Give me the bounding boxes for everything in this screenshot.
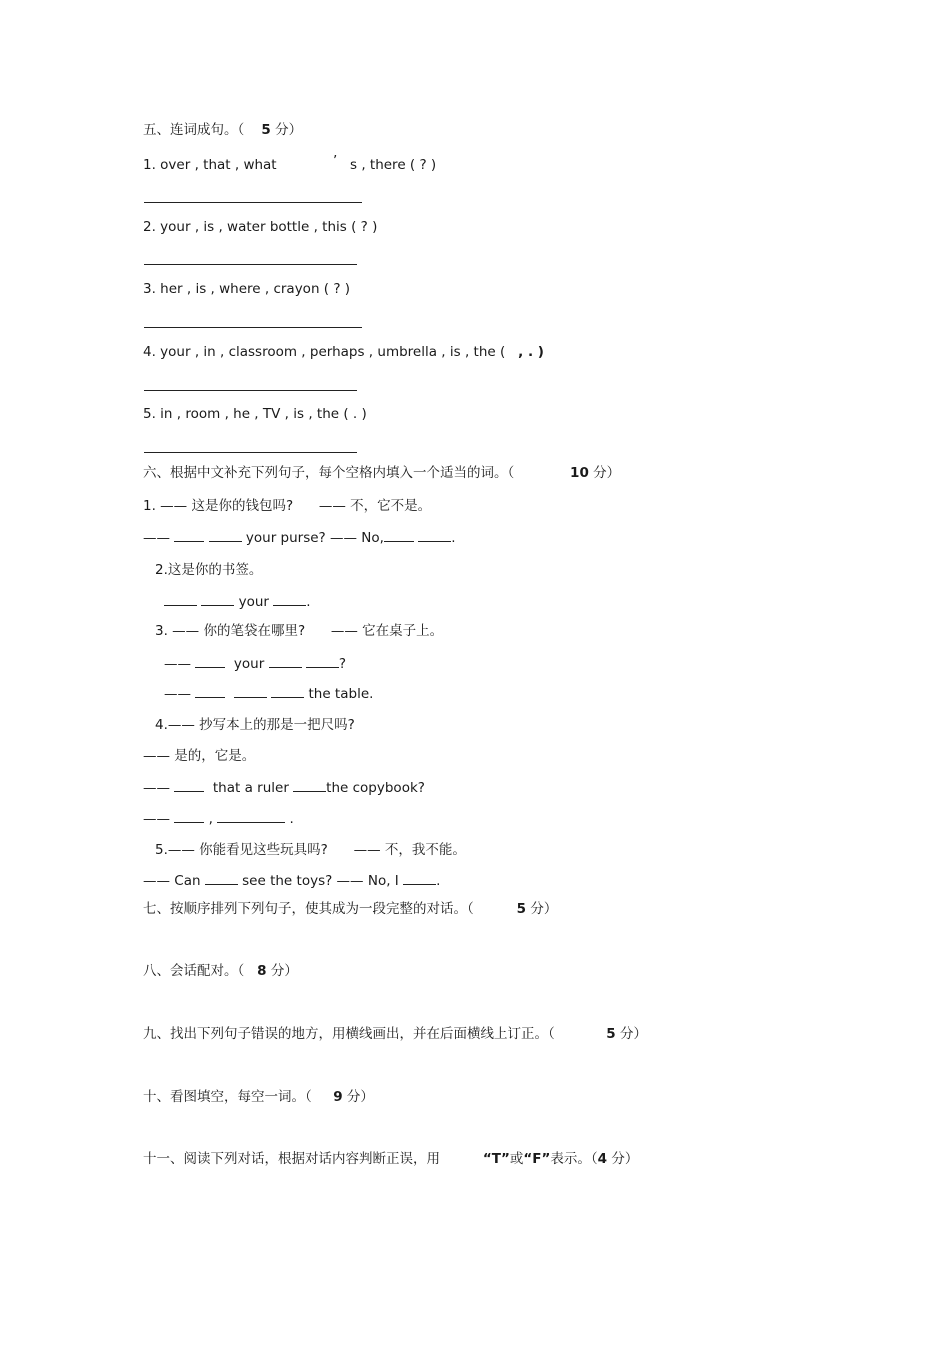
s6-q4-chinese-answer: —— 是的，它是。 [143, 748, 256, 764]
s6-q4-english: —— that a ruler the copybook? [143, 780, 425, 796]
blank[interactable] [174, 779, 204, 792]
blank[interactable] [234, 685, 267, 698]
s6-q5-chinese: 5.—— 你能看见这些玩具吗? —— 不，我不能。 [155, 842, 466, 858]
blank[interactable] [384, 529, 414, 542]
blank[interactable] [250, 810, 285, 823]
blank[interactable] [271, 685, 304, 698]
answer-line-1[interactable] [144, 202, 362, 203]
blank[interactable] [205, 872, 238, 885]
blank[interactable] [217, 810, 250, 823]
section-11-score: 4 [597, 1151, 608, 1167]
s6-q4-english-answer: —— , . [143, 811, 294, 827]
s6-q1-chinese: 1. —— 这是你的钱包吗? —— 不，它不是。 [143, 498, 432, 514]
blank[interactable] [164, 593, 197, 606]
section-9-title: 九、找出下列句子错误的地方，用横线画出，并在后面横线上订正。（ 5 分） [143, 1026, 647, 1042]
section-10-title: 十、看图填空，每空一词。（ 9 分） [143, 1089, 374, 1105]
s5-question-2: 2. your , is , water bottle , this ( ? ) [143, 219, 378, 235]
blank[interactable] [209, 529, 242, 542]
section-9-score: 5 [606, 1026, 616, 1042]
blank[interactable] [293, 779, 326, 792]
section-6-title: 六、根据中文补充下列句子，每个空格内填入一个适当的词。（ 10 分） [143, 465, 621, 481]
s6-q4-chinese: 4.—— 抄写本上的那是一把尺吗? [155, 717, 355, 733]
s6-q2-chinese: 2.这是你的书签。 [155, 562, 263, 578]
answer-line-5[interactable] [144, 452, 357, 453]
section-11-title: 十一、阅读下列对话，根据对话内容判断正误，用 “T”或“F”表示。（4 分） [143, 1151, 639, 1167]
blank[interactable] [174, 810, 204, 823]
s5-question-3: 3. her , is , where , crayon ( ? ) [143, 281, 351, 297]
s5-q1-apostrophe: ’ [333, 153, 338, 169]
s5-question-4: 4. your , in , classroom , perhaps , umbrella , is , the ( , . ) [143, 344, 544, 360]
section-5-score: 5 [261, 122, 271, 138]
blank[interactable] [174, 529, 204, 542]
answer-line-4[interactable] [144, 390, 357, 391]
blank[interactable] [273, 593, 306, 606]
section-10-score: 9 [333, 1089, 343, 1105]
section-6-score: 10 [570, 465, 589, 481]
s6-q5-english: —— Can see the toys? —— No, I . [143, 873, 441, 889]
blank[interactable] [201, 593, 234, 606]
s6-q3-english-2: —— the table. [164, 686, 374, 702]
blank[interactable] [195, 655, 225, 668]
s5-question-1: 1. over , that , what [143, 157, 277, 173]
section-8-score: 8 [257, 963, 267, 979]
answer-line-3[interactable] [144, 327, 362, 328]
blank[interactable] [418, 529, 451, 542]
section-5-title: 五、连词成句。（ 5 分） [143, 122, 303, 138]
s6-q3-english-1: —— your ? [164, 656, 347, 672]
s6-q2-english: your . [164, 593, 311, 611]
section-8-title: 八、会话配对。（ 8 分） [143, 963, 298, 979]
blank[interactable] [403, 872, 436, 885]
s6-q1-english: —— your purse? —— No, . [143, 530, 456, 546]
s5-q1-rest: s , there ( ? ) [350, 157, 437, 173]
section-7-title: 七、按顺序排列下列句子，使其成为一段完整的对话。（ 5 分） [143, 901, 558, 917]
section-7-score: 5 [516, 901, 527, 917]
blank[interactable] [269, 655, 302, 668]
s5-question-5: 5. in , room , he , TV , is , the ( . ) [143, 406, 367, 422]
blank[interactable] [306, 655, 339, 668]
s6-q3-chinese: 3. —— 你的笔袋在哪里? —— 它在桌子上。 [155, 623, 444, 639]
blank[interactable] [195, 685, 225, 698]
answer-line-2[interactable] [144, 264, 357, 265]
